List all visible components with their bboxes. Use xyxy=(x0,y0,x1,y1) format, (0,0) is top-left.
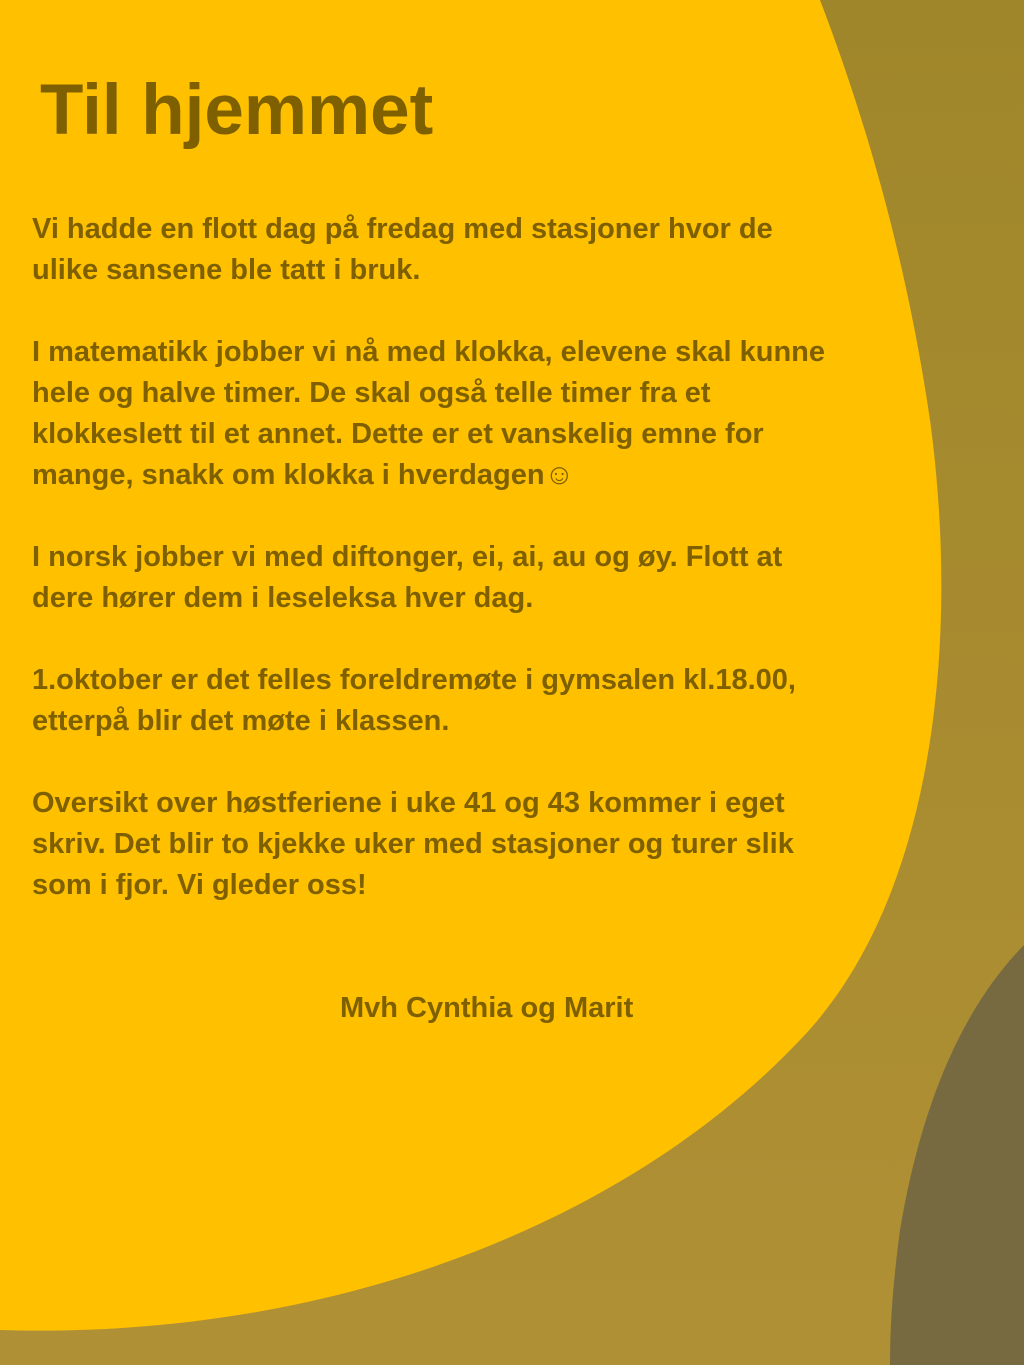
paragraph-line: skriv. Det blir to kjekke uker med stasjoner og turer slik xyxy=(32,828,794,860)
paragraph-line: etterpå blir det møte i klassen. xyxy=(32,705,450,737)
signature: Mvh Cynthia og Marit xyxy=(340,992,634,1024)
paragraph-line: mange, snakk om klokka i hverdagen☺ xyxy=(32,459,575,491)
paragraph-norsk xyxy=(32,537,782,619)
paragraph-hostferie xyxy=(32,783,794,906)
paragraph-line: Vi hadde en flott dag på fredag med stasjoner hvor de xyxy=(32,213,773,245)
paragraph-line: klokkeslett til et annet. Dette er et vanskelig emne for xyxy=(32,418,764,450)
paragraph-line: I matematikk jobber vi nå med klokka, elevene skal kunne xyxy=(32,336,826,368)
paragraph-line: Oversikt over høstferiene i uke 41 og 43 kommer i eget xyxy=(32,787,785,819)
paragraph-line: 1.oktober er det felles foreldremøte i gymsalen kl.18.00, xyxy=(32,664,796,696)
page-title: Til hjemmet xyxy=(40,71,434,150)
paragraph-line: som i fjor. Vi gleder oss! xyxy=(32,869,367,901)
paragraph-sansene xyxy=(32,209,773,291)
paragraph-line: hele og halve timer. De skal også telle timer fra et xyxy=(32,377,711,409)
paragraph-line: I norsk jobber vi med diftonger, ei, ai, au og øy. Flott at xyxy=(32,541,783,573)
paragraph-line: ulike sansene ble tatt i bruk. xyxy=(32,254,421,286)
paragraph-matematikk xyxy=(32,332,825,496)
paragraph-line: dere hører dem i leseleksa hver dag. xyxy=(32,582,534,614)
paragraph-foreldremote xyxy=(32,660,796,742)
